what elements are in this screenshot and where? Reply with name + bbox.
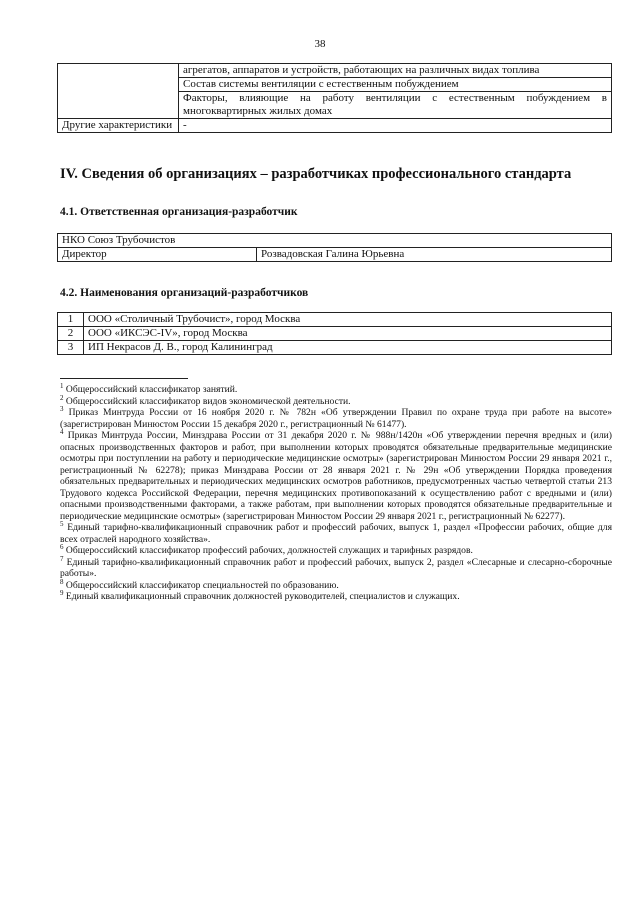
table-row (58, 64, 612, 78)
row-number: 1 (58, 313, 84, 327)
table-cell-left (58, 64, 179, 119)
footnote (60, 404, 612, 430)
characteristics-table (57, 63, 612, 133)
footnote-mark: 5 (60, 519, 64, 528)
org-name: ООО «Столичный Трубочист», город Москва (84, 313, 612, 327)
subsection-title-developers: 4.2. Наименования организаций-разработчиков (60, 287, 309, 299)
page-number: 38 (314, 38, 326, 50)
table-row (58, 119, 612, 133)
footnote (60, 427, 612, 522)
subsection-title-responsible: 4.1. Ответственная организация-разработчик (60, 206, 298, 218)
footnote-text: Общероссийский классификатор занятий. (65, 384, 238, 395)
org-name: ИП Некрасов Д. В., город Калининград (84, 341, 612, 355)
footnote-mark: 7 (60, 554, 64, 563)
footnote-text: Приказ Минтруда России, Минздрава России от 31 декабря 2020 г. № 988н/1420н «Об утверждении перечня вредных и (или) опасных производственных факторов и работ, при выполнении которых проводятся обязательные предварительные медицинские осмотры при поступлении на работу и периодические медицинские осмотры» (зарегистрирован Минюстом России 29 января 2021 г., регистрационный № 62278); приказ Минздрава России от 28 января 2021 г. № 29н «Об утверждении Порядка проведения обязательных предварительных и периодических медицинских осмотров работников, предусмотренных частью четвертой статьи 213 Трудового кодекса Российской Федерации, перечня медицинских противопоказаний к осуществлению работ с вредными и (или) опасными производственными факторами, а также работам, при выполнении которых проводятся обязательные предварительные и периодические медицинские осмотры» (зарегистрирован Минюстом России 29 января 2021 г., регистрационный № 62277). (60, 430, 612, 522)
footnotes (60, 381, 612, 603)
footnote (60, 381, 612, 396)
table-row (58, 234, 612, 248)
footnote-text: Единый квалификационный справочник должностей руководителей, специалистов и служащих. (65, 591, 460, 602)
footnote-text: Единый тарифно-квалификационный справочник работ и профессий рабочих, выпуск 1, раздел «Профессии рабочих, общие для всех отраслей народного хозяйства». (60, 522, 612, 545)
table-cell: Состав системы вентиляции с естественным побуждением (179, 78, 612, 92)
footnote-text: Единый тарифно-квалификационный справочник работ и профессий рабочих, выпуск 2, раздел «Слесарные и слесарно-сборочные работы». (60, 556, 612, 579)
footnote (60, 588, 612, 603)
row-number: 3 (58, 341, 84, 355)
footnote (60, 577, 612, 592)
footnote-text: Общероссийский классификатор профессий рабочих, должностей служащих и тарифных разрядов. (65, 545, 473, 556)
footnote (60, 542, 612, 557)
footnote-divider (60, 378, 188, 379)
footnote-mark: 1 (60, 381, 64, 390)
footnote-mark: 4 (60, 427, 64, 436)
footnote (60, 393, 612, 408)
position-label: Директор (58, 248, 257, 262)
table-cell: Факторы, влияющие на работу вентиляции с естественным побуждением в многоквартирных жилых домах (179, 92, 612, 119)
footnote-mark: 2 (60, 393, 64, 402)
org-name: НКО Союз Трубочистов (58, 234, 612, 248)
developer-orgs-table (57, 312, 612, 355)
table-row (58, 248, 612, 262)
responsible-org-table (57, 233, 612, 262)
footnote-mark: 3 (60, 404, 64, 413)
table-cell-left: Другие характеристики (58, 119, 179, 133)
table-row (58, 341, 612, 355)
org-name: ООО «ИКСЭС-IV», город Москва (84, 327, 612, 341)
person-name: Розвадовская Галина Юрьевна (257, 248, 612, 262)
row-number: 2 (58, 327, 84, 341)
footnote (60, 554, 612, 580)
footnote (60, 519, 612, 545)
section-title: IV. Сведения об организациях – разработчиках профессионального стандарта (60, 166, 572, 182)
table-cell: - (179, 119, 612, 133)
footnote-mark: 8 (60, 577, 64, 586)
footnote-text: Приказ Минтруда России от 16 ноября 2020 г. № 782н «Об утверждении Правил по охране труда при работе на высоте» (зарегистрирован Минюстом России 15 декабря 2020 г., регистрационный № 61477). (60, 407, 612, 430)
table-cell: агрегатов, аппаратов и устройств, работающих на различных видах топлива (179, 64, 612, 78)
footnote-text: Общероссийский классификатор видов экономической деятельности. (65, 395, 351, 407)
footnote-mark: 9 (60, 588, 64, 597)
table-row (58, 327, 612, 341)
footnote-mark: 6 (60, 542, 64, 551)
footnote-text: Общероссийский классификатор специальностей по образованию. (65, 579, 339, 591)
table-row (58, 313, 612, 327)
